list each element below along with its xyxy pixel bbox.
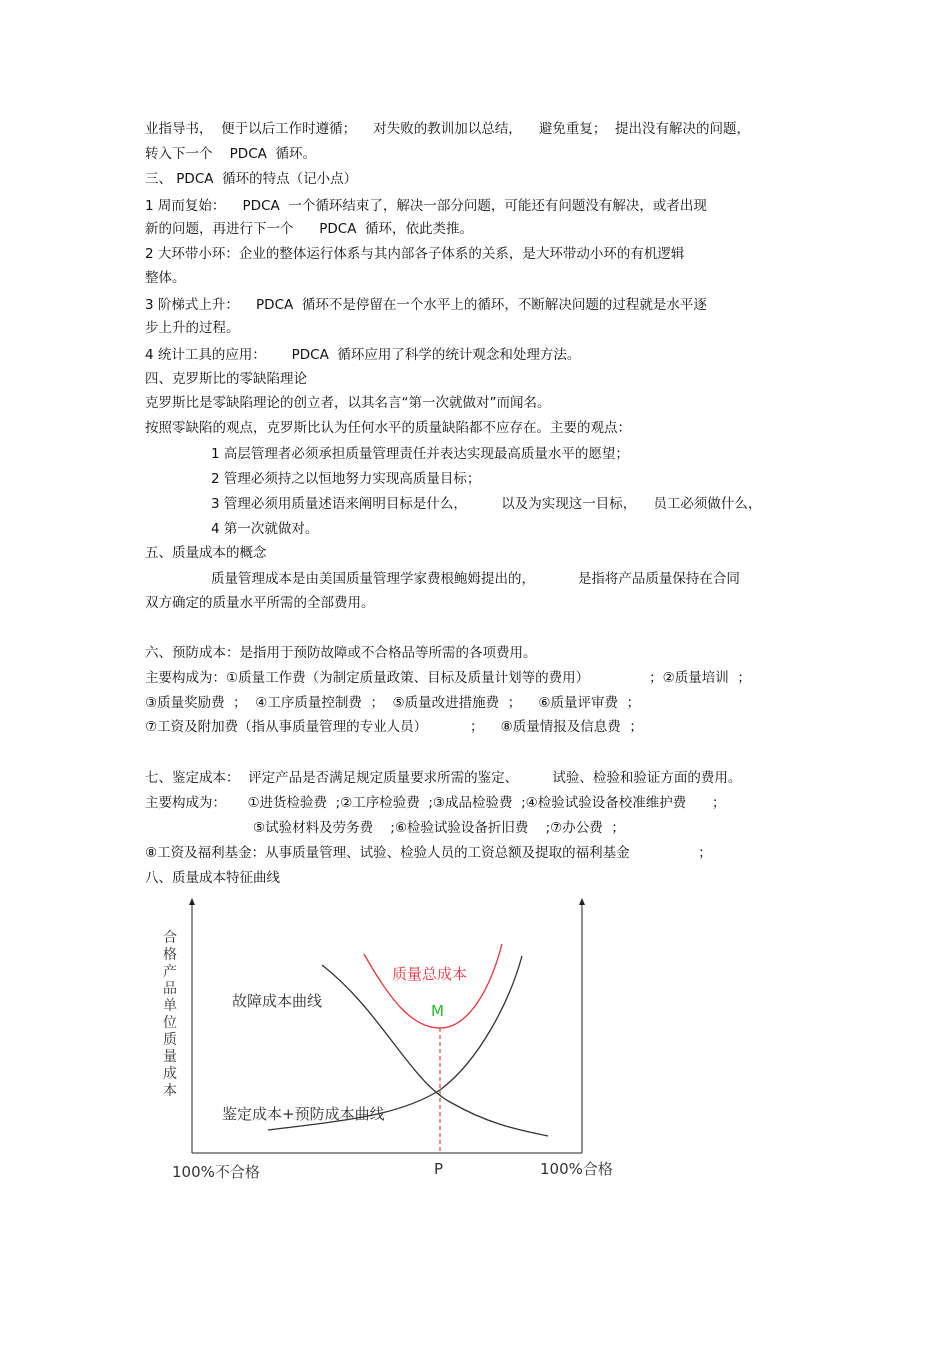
text-line: ⑦工资及附加费（指从事质量管理的专业人员） ； ⑧质量情报及信息费 ； <box>145 719 643 735</box>
text-line: 新的问题，再进行下一个 PDCA 循环，依此类推。 <box>145 221 474 237</box>
text-line: 转入下一个 PDCA 循环。 <box>145 146 316 162</box>
appraisal-prevention-label: 鉴定成本+预防成本曲线 <box>222 1105 385 1123</box>
failure-cost-label: 故障成本曲线 <box>232 992 323 1010</box>
text-line: 业指导书， 便于以后工作时遵循； 对失败的教训加以总结， 避免重复； 提出没有解决的问题， <box>145 121 750 137</box>
section-heading: 七、鉴定成本： 评定产品是否满足规定质量要求所需的鉴定、 试验、检验和验证方面的费用。 <box>145 770 742 786</box>
list-item: 1 高层管理者必须承担质量管理责任并表达实现最高质量水平的愿望； <box>211 446 629 462</box>
section-heading: 四、克罗斯比的零缺陷理论 <box>145 371 307 387</box>
text-line: 整体。 <box>145 270 186 286</box>
min-point-label: M <box>431 1002 444 1020</box>
text-line: 克罗斯比是零缺陷理论的创立者，以其名言“第一次就做对”而闻名。 <box>145 395 551 411</box>
text-line: 3 阶梯式上升： PDCA 循环不是停留在一个水平上的循环，不断解决问题的过程就是水平逐 <box>145 297 707 313</box>
x-right-label: 100%合格 <box>540 1160 613 1178</box>
text-line: 步上升的过程。 <box>145 320 240 336</box>
list-item: 2 管理必须持之以恒地努力实现高质量目标； <box>211 471 481 487</box>
text-line: 1 周而复始： PDCA 一个循环结束了，解决一部分问题，可能还有问题没有解决，或者出现 <box>145 198 707 214</box>
section-heading: 三、 PDCA 循环的特点（记小点） <box>145 171 358 187</box>
text-line: 主要构成为： ①进货检验费 ;②工序检验费 ;③成品检验费 ;④检验试验设备校准维护费 ； <box>145 795 726 811</box>
section-heading: 六、预防成本：是指用于预防故障或不合格品等所需的各项费用。 <box>145 645 537 661</box>
section-heading: 八、质量成本特征曲线 <box>145 870 280 886</box>
section-heading: 五、质量成本的概念 <box>145 545 267 561</box>
y-axis-label: 合 格 产 品 单 位 质 量 成 本 <box>163 930 177 1099</box>
list-item: 4 第一次就做对。 <box>211 521 319 537</box>
y-axis-arrow-icon <box>189 898 195 905</box>
quality-cost-chart <box>150 890 650 1190</box>
text-line: ⑤试验材料及劳务费 ;⑥检验试验设备折旧费 ;⑦办公费 ； <box>253 820 625 836</box>
text-line: 质量管理成本是由美国质量管理学家费根鲍姆提出的， 是指将产品质量保持在合同 <box>211 571 740 587</box>
text-line: 双方确定的质量水平所需的全部费用。 <box>145 595 375 611</box>
x-mark-label: P <box>434 1160 444 1178</box>
text-line: 4 统计工具的应用： PDCA 循环应用了科学的统计观念和处理方法。 <box>145 347 581 363</box>
text-line: ⑧工资及福利基金：从事质量管理、试验、检验人员的工资总额及提取的福利基金 ； <box>145 845 712 861</box>
text-line: 按照零缺陷的观点，克罗斯比认为任何水平的质量缺陷都不应存在。主要的观点： <box>145 420 631 436</box>
text-line: 主要构成为：①质量工作费（为制定质量政策、目标及质量计划等的费用） ；②质量培训 ； <box>145 670 751 686</box>
total-cost-label: 质量总成本 <box>392 965 468 983</box>
text-line: 2 大环带小环：企业的整体运行体系与其内部各子体系的关系，是大环带动小环的有机逻辑 <box>145 246 685 262</box>
list-item: 3 管理必须用质量述语来阐明目标是什么， 以及为实现这一目标， 员工必须做什么， <box>211 496 762 512</box>
right-axis-arrow-icon <box>579 898 585 905</box>
x-left-label: 100%不合格 <box>172 1163 260 1181</box>
text-line: ③质量奖励费 ； ④工序质量控制费 ； ⑤质量改进措施费 ； ⑥质量评审费 ； <box>145 695 641 711</box>
